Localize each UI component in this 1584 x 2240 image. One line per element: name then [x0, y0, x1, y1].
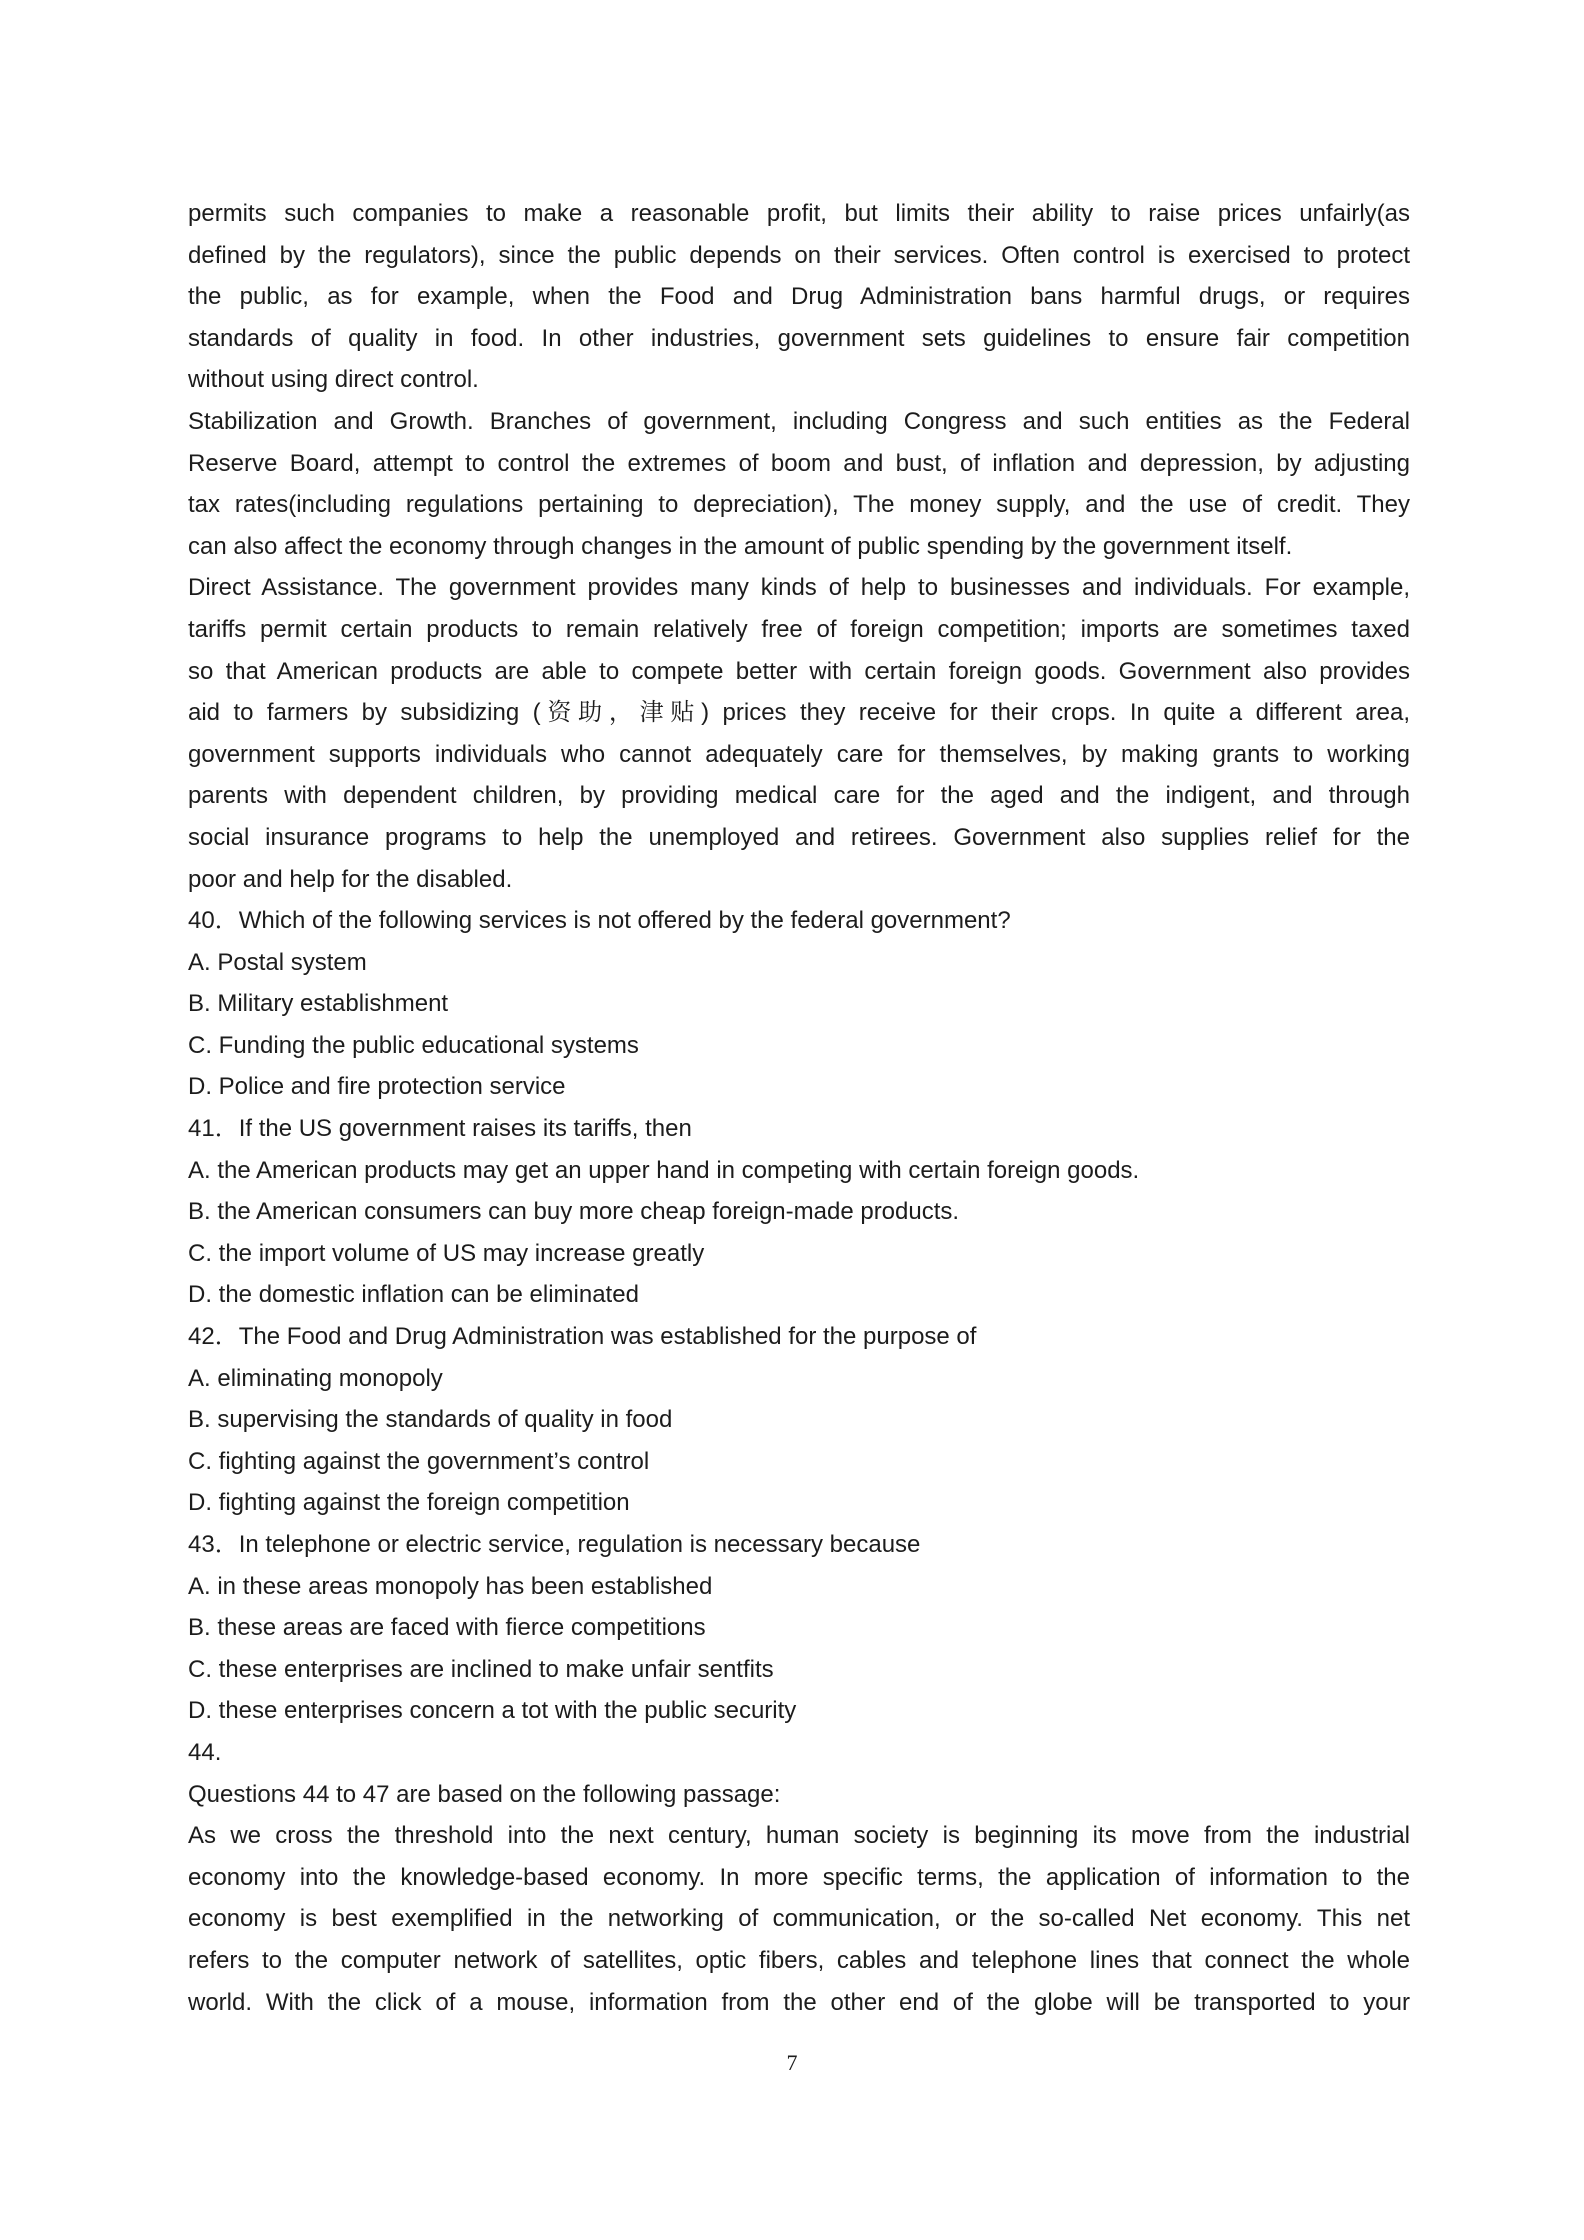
text-line: economy into the knowledge-based economy. In more specific terms, the application of information to the	[188, 1863, 1410, 1891]
text-line: tariffs permit certain products to remain relatively free of foreign competition; imports are sometimes taxed	[188, 615, 1410, 643]
question-stem: 41．If the US government raises its tariffs, then	[188, 1115, 692, 1143]
text-line: parents with dependent children, by providing medical care for the aged and the indigent, and through	[188, 782, 1410, 810]
text-line: aid to farmers by subsidizing (资助，津贴) prices they receive for their crops. In quite a different area,	[188, 699, 1410, 727]
text-line: As we cross the threshold into the next century, human society is beginning its move from the industrial	[188, 1822, 1410, 1850]
answer-option: C. Funding the public educational systems	[188, 1031, 639, 1059]
answer-option: D. these enterprises concern a tot with the public security	[188, 1697, 797, 1725]
passage-paragraph-knowledge-economy	[188, 1815, 1410, 2023]
answer-option: B. supervising the standards of quality in food	[188, 1406, 673, 1434]
question-44-label: 44.	[188, 1738, 222, 1766]
text-line: Stabilization and Growth. Branches of government, including Congress and such entities as the Federal	[188, 407, 1410, 435]
text-line: standards of quality in food. In other industries, government sets guidelines to ensure fair competition	[188, 324, 1410, 352]
text-line: refers to the computer network of satellites, optic fibers, cables and telephone lines that connect the whole	[188, 1946, 1410, 1974]
answer-option: B. the American consumers can buy more cheap foreign-made products.	[188, 1198, 960, 1226]
text-line: permits such companies to make a reasonable profit, but limits their ability to raise prices unfairly(as	[188, 200, 1410, 227]
text-line: can also affect the economy through changes in the amount of public spending by the government itself.	[188, 532, 1293, 560]
document-page	[188, 193, 1410, 2023]
answer-option: A. the American products may get an upper hand in competing with certain foreign goods.	[188, 1156, 1140, 1184]
question-stem: 43．In telephone or electric service, regulation is necessary because	[188, 1531, 921, 1558]
answer-option: B. these areas are faced with fierce competitions	[188, 1614, 706, 1642]
answer-option: D. fighting against the foreign competition	[188, 1489, 630, 1517]
answer-option: C. these enterprises are inclined to make unfair sentfits	[188, 1655, 774, 1683]
answer-option: A. Postal system	[188, 948, 367, 976]
text-line: government supports individuals who cannot adequately care for themselves, by making grants to working	[188, 740, 1410, 768]
passage-paragraph-regulation	[188, 193, 1410, 401]
passage-intro: Questions 44 to 47 are based on the following passage:	[188, 1780, 781, 1808]
question-42	[188, 1316, 1410, 1524]
text-line: Reserve Board, attempt to control the extremes of boom and bust, of inflation and depression, by adjusting	[188, 449, 1410, 477]
answer-option: D. the domestic inflation can be eliminated	[188, 1281, 639, 1309]
text-line: world. With the click of a mouse, information from the other end of the globe will be transported to your	[188, 1988, 1410, 2016]
text-line: Direct Assistance. The government provides many kinds of help to businesses and individuals. For example,	[188, 574, 1410, 602]
text-line: the public, as for example, when the Food and Drug Administration bans harmful drugs, or requires	[188, 283, 1410, 311]
page-number: 7	[786, 2050, 798, 2075]
answer-option: A. eliminating monopoly	[188, 1364, 443, 1392]
text-line: economy is best exemplified in the networking of communication, or the so-called Net economy. This net	[188, 1905, 1410, 1933]
text-line: so that American products are able to compete better with certain foreign goods. Government also provides	[188, 657, 1410, 685]
question-stem: 40．Which of the following services is not offered by the federal government?	[188, 907, 1011, 935]
passage-paragraph-stabilization	[188, 401, 1410, 567]
answer-option: D. Police and fire protection service	[188, 1073, 566, 1101]
passage-paragraph-direct-assistance	[188, 567, 1410, 900]
question-43	[188, 1524, 1410, 1732]
answer-option: B. Military establishment	[188, 990, 449, 1018]
answer-option: C. the import volume of US may increase greatly	[188, 1239, 705, 1267]
text-line: without using direct control.	[188, 366, 479, 394]
answer-option: C. fighting against the government’s control	[188, 1447, 650, 1475]
question-stem: 42．The Food and Drug Administration was established for the purpose of	[188, 1323, 977, 1351]
text-line: social insurance programs to help the unemployed and retirees. Government also supplies relief for the	[188, 823, 1410, 851]
text-line: tax rates(including regulations pertaining to depreciation), The money supply, and the use of credit. They	[188, 491, 1410, 519]
question-40	[188, 900, 1410, 1108]
text-line: poor and help for the disabled.	[188, 865, 513, 893]
question-41	[188, 1108, 1410, 1316]
text-line: defined by the regulators), since the public depends on their services. Often control is exercised to protect	[188, 241, 1410, 269]
answer-option: A. in these areas monopoly has been established	[188, 1572, 713, 1600]
